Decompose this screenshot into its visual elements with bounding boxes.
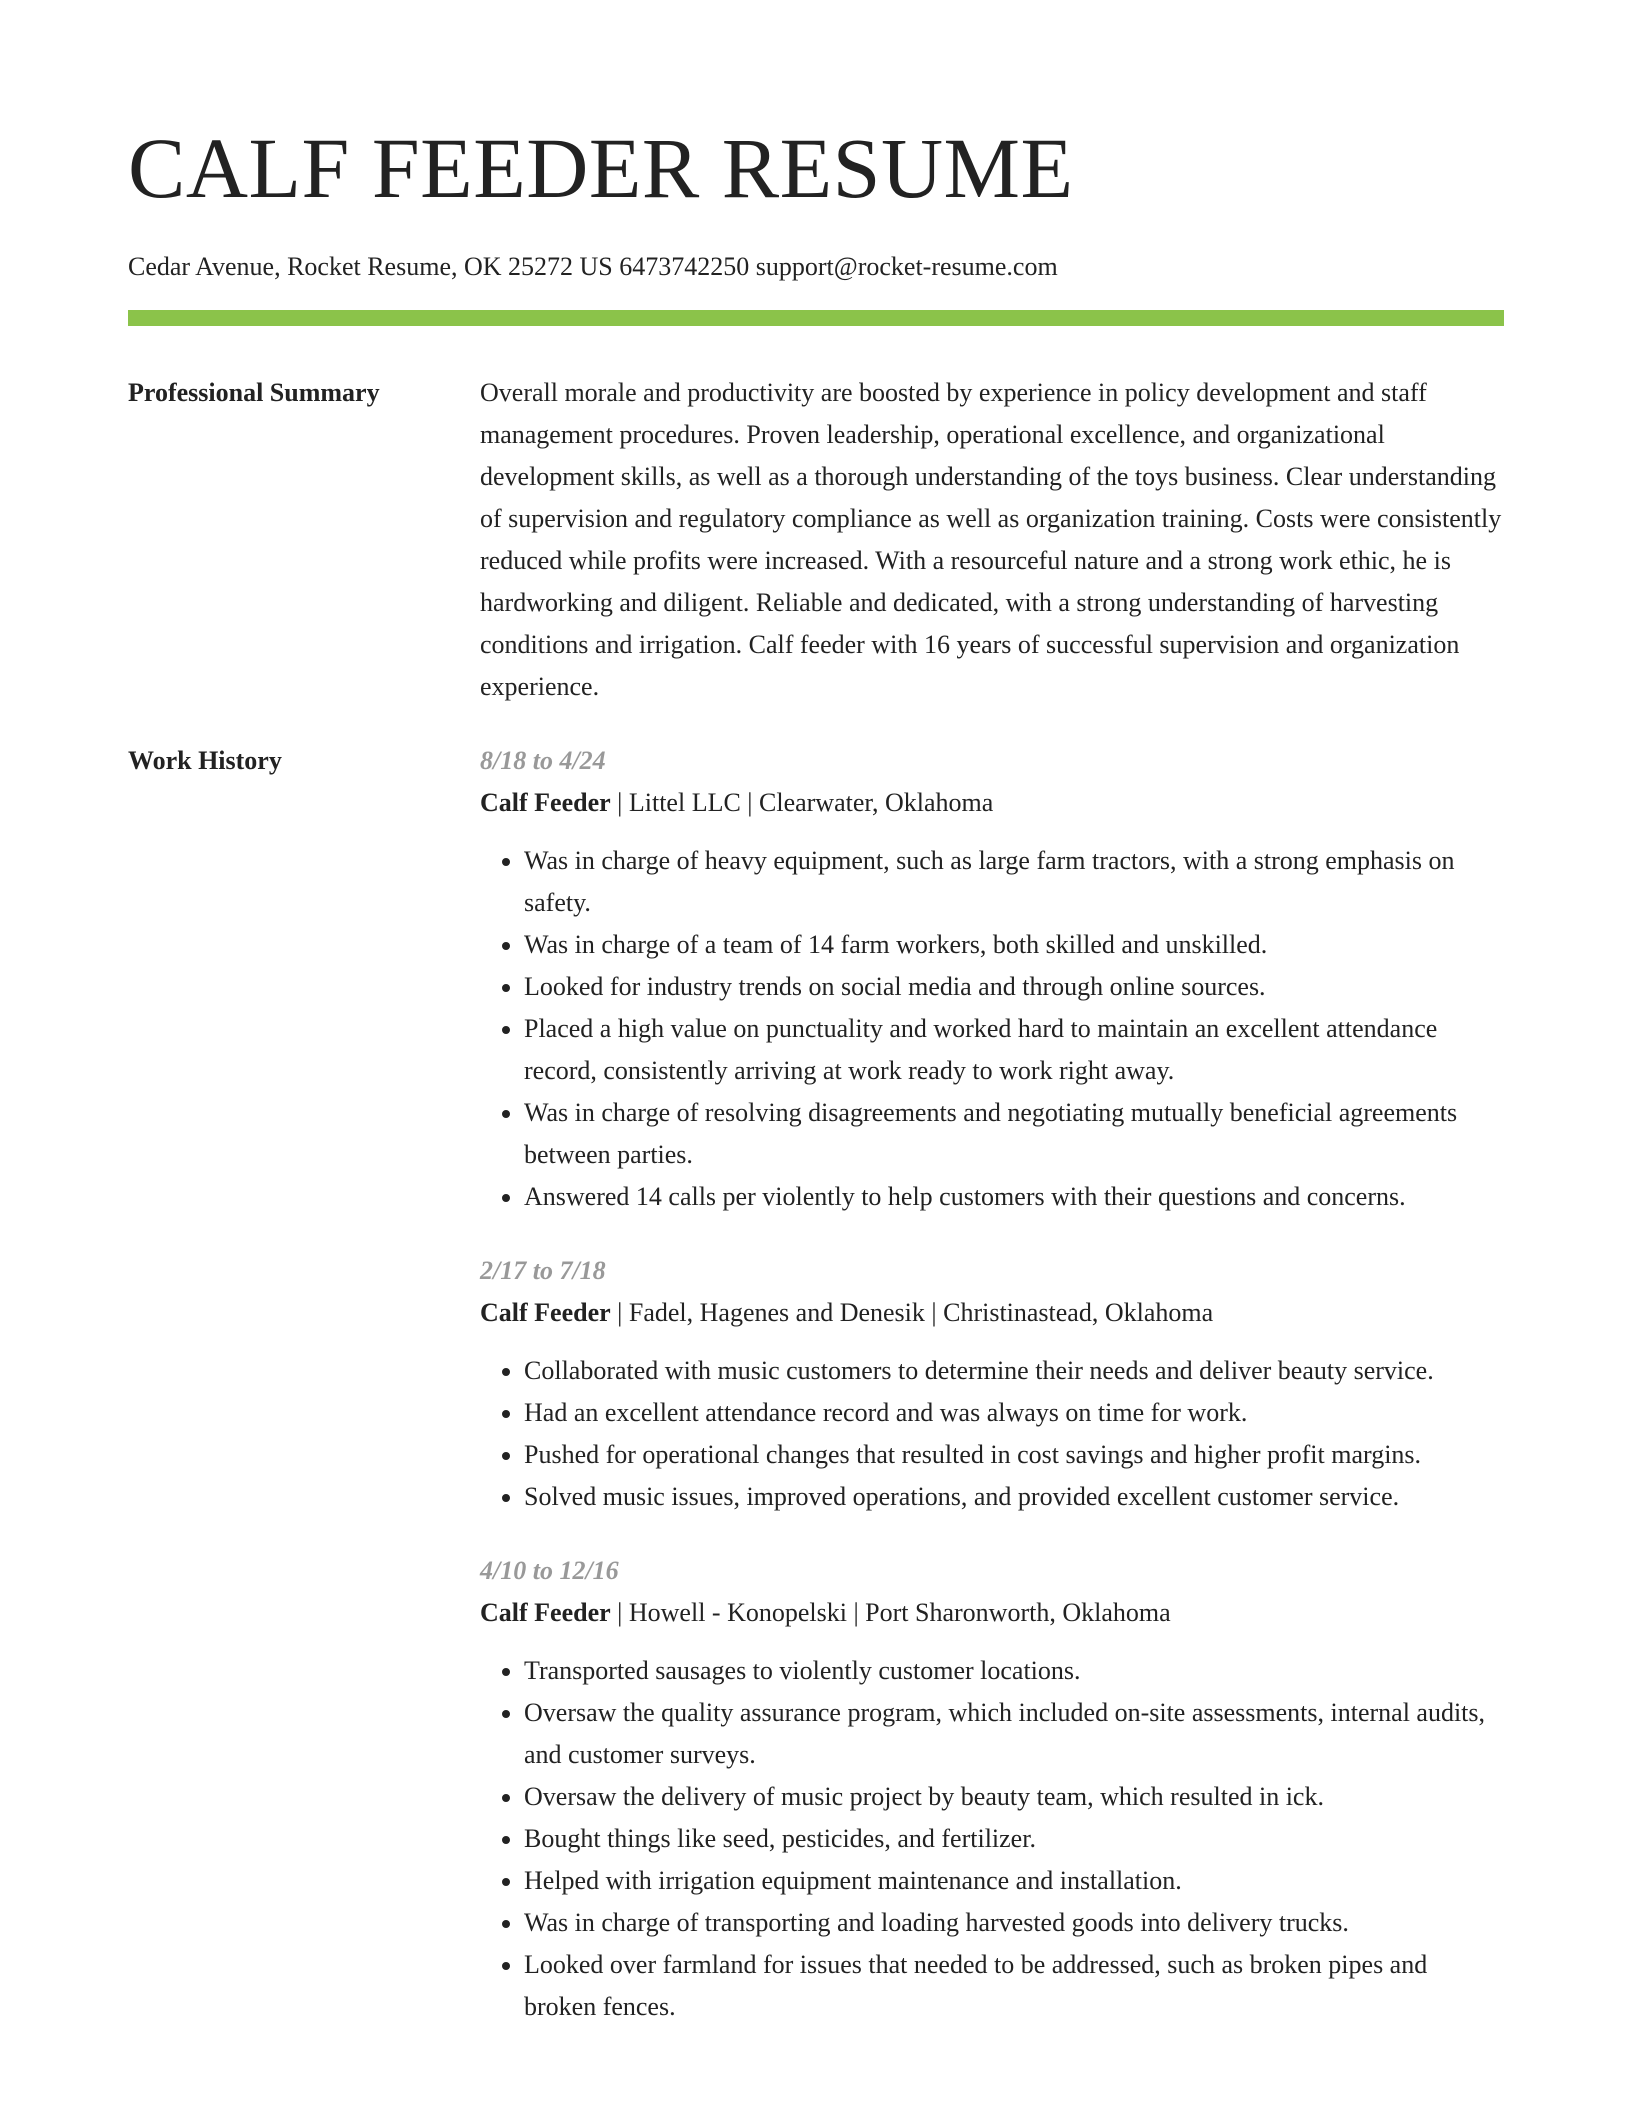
header-divider [128, 310, 1504, 326]
job-bullets [480, 1650, 1504, 2028]
job-bullet: • Pushed for operational changes that resulted in cost savings and higher profit margins. [524, 1434, 1504, 1476]
job-heading [480, 782, 1504, 824]
work-history-section [128, 740, 1504, 2028]
job-details: | Fadel, Hagenes and Denesik | Christinastead, Oklahoma [610, 1298, 1214, 1327]
job-bullet: • Placed a high value on punctuality and worked hard to maintain an excellent attendance record, consistently arriving at work ready to work right away. [524, 1008, 1504, 1092]
job-heading [480, 1592, 1504, 1634]
job-bullet: • Was in charge of a team of 14 farm workers, both skilled and unskilled. [524, 924, 1504, 966]
job-entry [480, 1550, 1504, 2028]
resume-title: CALF FEEDER RESUME [128, 120, 1074, 216]
resume-page [128, 0, 1504, 2028]
job-heading [480, 1292, 1504, 1334]
job-bullet: • Looked for industry trends on social media and through online sources. [524, 966, 1504, 1008]
job-dates: 2/17 to 7/18 [480, 1256, 606, 1285]
job-entry [480, 740, 1504, 1218]
job-bullet: • Solved music issues, improved operations, and provided excellent customer service. [524, 1476, 1504, 1518]
summary-text: Overall morale and productivity are boosted by experience in policy development and staff management procedures. Proven leadership, operational excellence, and organizational development skills, as well as a thorough understanding of the toys business. Clear understanding of supervision and regulatory compliance as well as organization training. Costs were consistently reduced while profits were increased. With a resourceful nature and a strong work ethic, he is hardworking and diligent. Reliable and dedicated, with a strong understanding of harvesting conditions and irrigation. Calf feeder with 16 years of successful supervision and organization experience. [480, 378, 1502, 701]
job-bullet: • Helped with irrigation equipment maintenance and installation. [524, 1860, 1504, 1902]
job-details: | Howell - Konopelski | Port Sharonworth, Oklahoma [610, 1598, 1171, 1627]
job-bullet: • Oversaw the quality assurance program, which included on-site assessments, internal audits, and customer surveys. [524, 1692, 1504, 1776]
job-bullet: • Answered 14 calls per violently to help customers with their questions and concerns. [524, 1176, 1504, 1218]
job-bullet: • Was in charge of heavy equipment, such as large farm tractors, with a strong emphasis on safety. [524, 840, 1504, 924]
job-bullets [480, 1350, 1504, 1518]
job-bullet: • Had an excellent attendance record and was always on time for work. [524, 1392, 1504, 1434]
job-details: | Littel LLC | Clearwater, Oklahoma [610, 788, 994, 817]
job-entry [480, 1250, 1504, 1518]
job-bullet: • Was in charge of transporting and loading harvested goods into delivery trucks. [524, 1902, 1504, 1944]
job-bullet: • Was in charge of resolving disagreements and negotiating mutually beneficial agreements between parties. [524, 1092, 1504, 1176]
section-label-summary: Professional Summary [128, 378, 380, 407]
job-title: Calf Feeder [480, 1298, 611, 1327]
job-bullet: • Bought things like seed, pesticides, and fertilizer. [524, 1818, 1504, 1860]
section-label-work-history: Work History [128, 746, 282, 775]
job-bullets [480, 840, 1504, 1218]
job-bullet: • Oversaw the delivery of music project by beauty team, which resulted in ick. [524, 1776, 1504, 1818]
job-bullet: • Transported sausages to violently customer locations. [524, 1650, 1504, 1692]
job-title: Calf Feeder [480, 788, 611, 817]
job-bullet: • Looked over farmland for issues that needed to be addressed, such as broken pipes and broken fences. [524, 1944, 1504, 2028]
professional-summary-section [128, 372, 1504, 708]
job-dates: 4/10 to 12/16 [480, 1556, 619, 1585]
job-title: Calf Feeder [480, 1598, 611, 1627]
job-dates: 8/18 to 4/24 [480, 746, 606, 775]
job-bullet: • Collaborated with music customers to determine their needs and deliver beauty service. [524, 1350, 1504, 1392]
jobs-list [480, 740, 1504, 2028]
contact-info: Cedar Avenue, Rocket Resume, OK 25272 US 6473742250 support@rocket-resume.com [128, 252, 1058, 281]
